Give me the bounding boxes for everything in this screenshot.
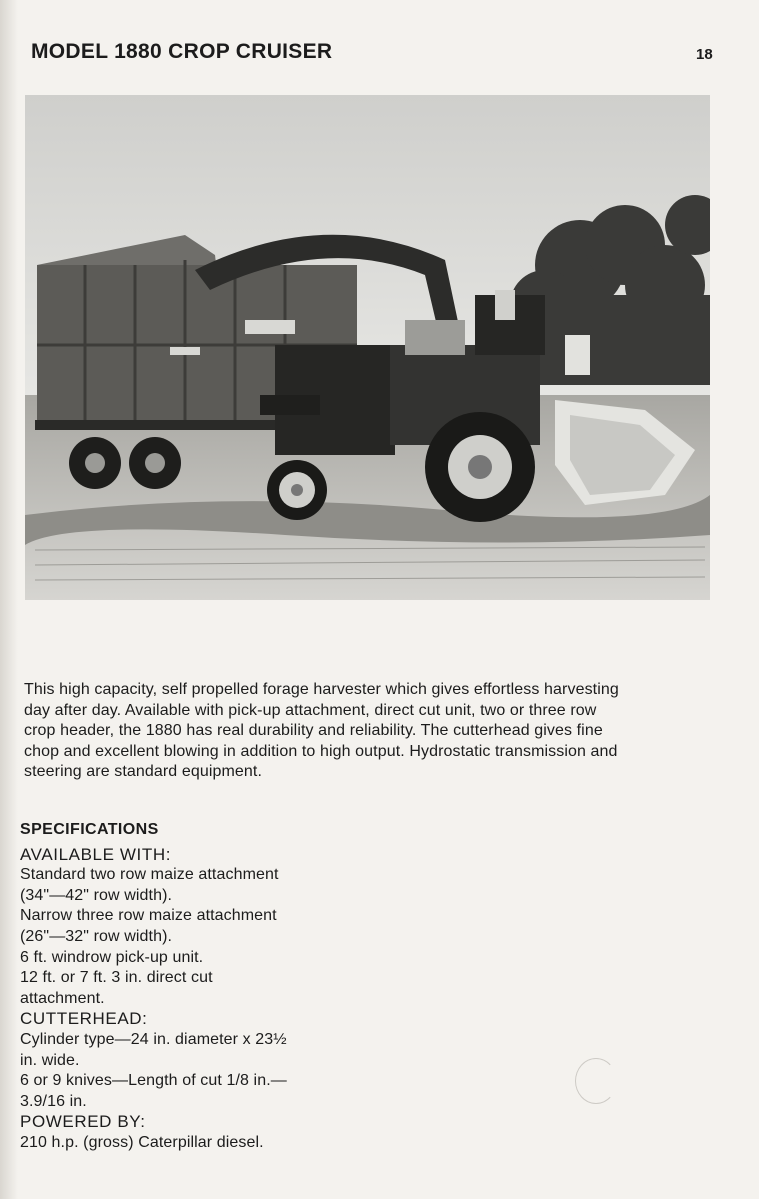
spec-line: 6 or 9 knives—Length of cut 1/8 in.— — [20, 1072, 287, 1090]
page-shadow — [0, 0, 18, 1199]
page-title: MODEL 1880 CROP CRUISER — [31, 40, 333, 63]
available-with-label: AVAILABLE WITH: — [20, 844, 172, 864]
spec-line: in. wide. — [20, 1051, 80, 1069]
forage-harvester-photo — [25, 95, 710, 600]
spec-line: (34"—42" row width). — [20, 886, 173, 904]
spec-line: (26"—32" row width). — [20, 927, 173, 945]
specifications-section — [20, 820, 360, 1154]
specifications-heading: SPECIFICATIONS — [20, 821, 159, 838]
spec-line: 3.9/16 in. — [20, 1092, 87, 1110]
description-line: chop and excellent blowing in addition to high output. Hydrostatic transmission and — [24, 742, 618, 760]
description-line: crop header, the 1880 has real durability and reliability. The cutterhead gives fine — [24, 722, 603, 739]
description-line: This high capacity, self propelled forage harvester which gives effortless harvesting — [24, 681, 619, 698]
spec-line: attachment. — [20, 989, 105, 1007]
spec-line: 210 h.p. (gross) Caterpillar diesel. — [20, 1133, 264, 1151]
page-number: 18 — [696, 46, 713, 63]
spec-line: Standard two row maize attachment — [20, 866, 279, 884]
spec-line: 12 ft. or 7 ft. 3 in. direct cut — [20, 969, 213, 987]
spec-line: Cylinder type—24 in. diameter x 23½ — [20, 1030, 287, 1048]
cutterhead-label: CUTTERHEAD: — [20, 1009, 148, 1029]
powered-by-label: POWERED BY: — [20, 1112, 146, 1132]
description-paragraph — [24, 680, 739, 783]
page-stain-mark — [575, 1058, 617, 1104]
spec-line: Narrow three row maize attachment — [20, 907, 277, 925]
spec-line: 6 ft. windrow pick-up unit. — [20, 948, 204, 966]
description-line: steering are standard equipment. — [24, 763, 263, 780]
description-line: day after day. Available with pick-up attachment, direct cut unit, two or three row — [24, 701, 597, 719]
